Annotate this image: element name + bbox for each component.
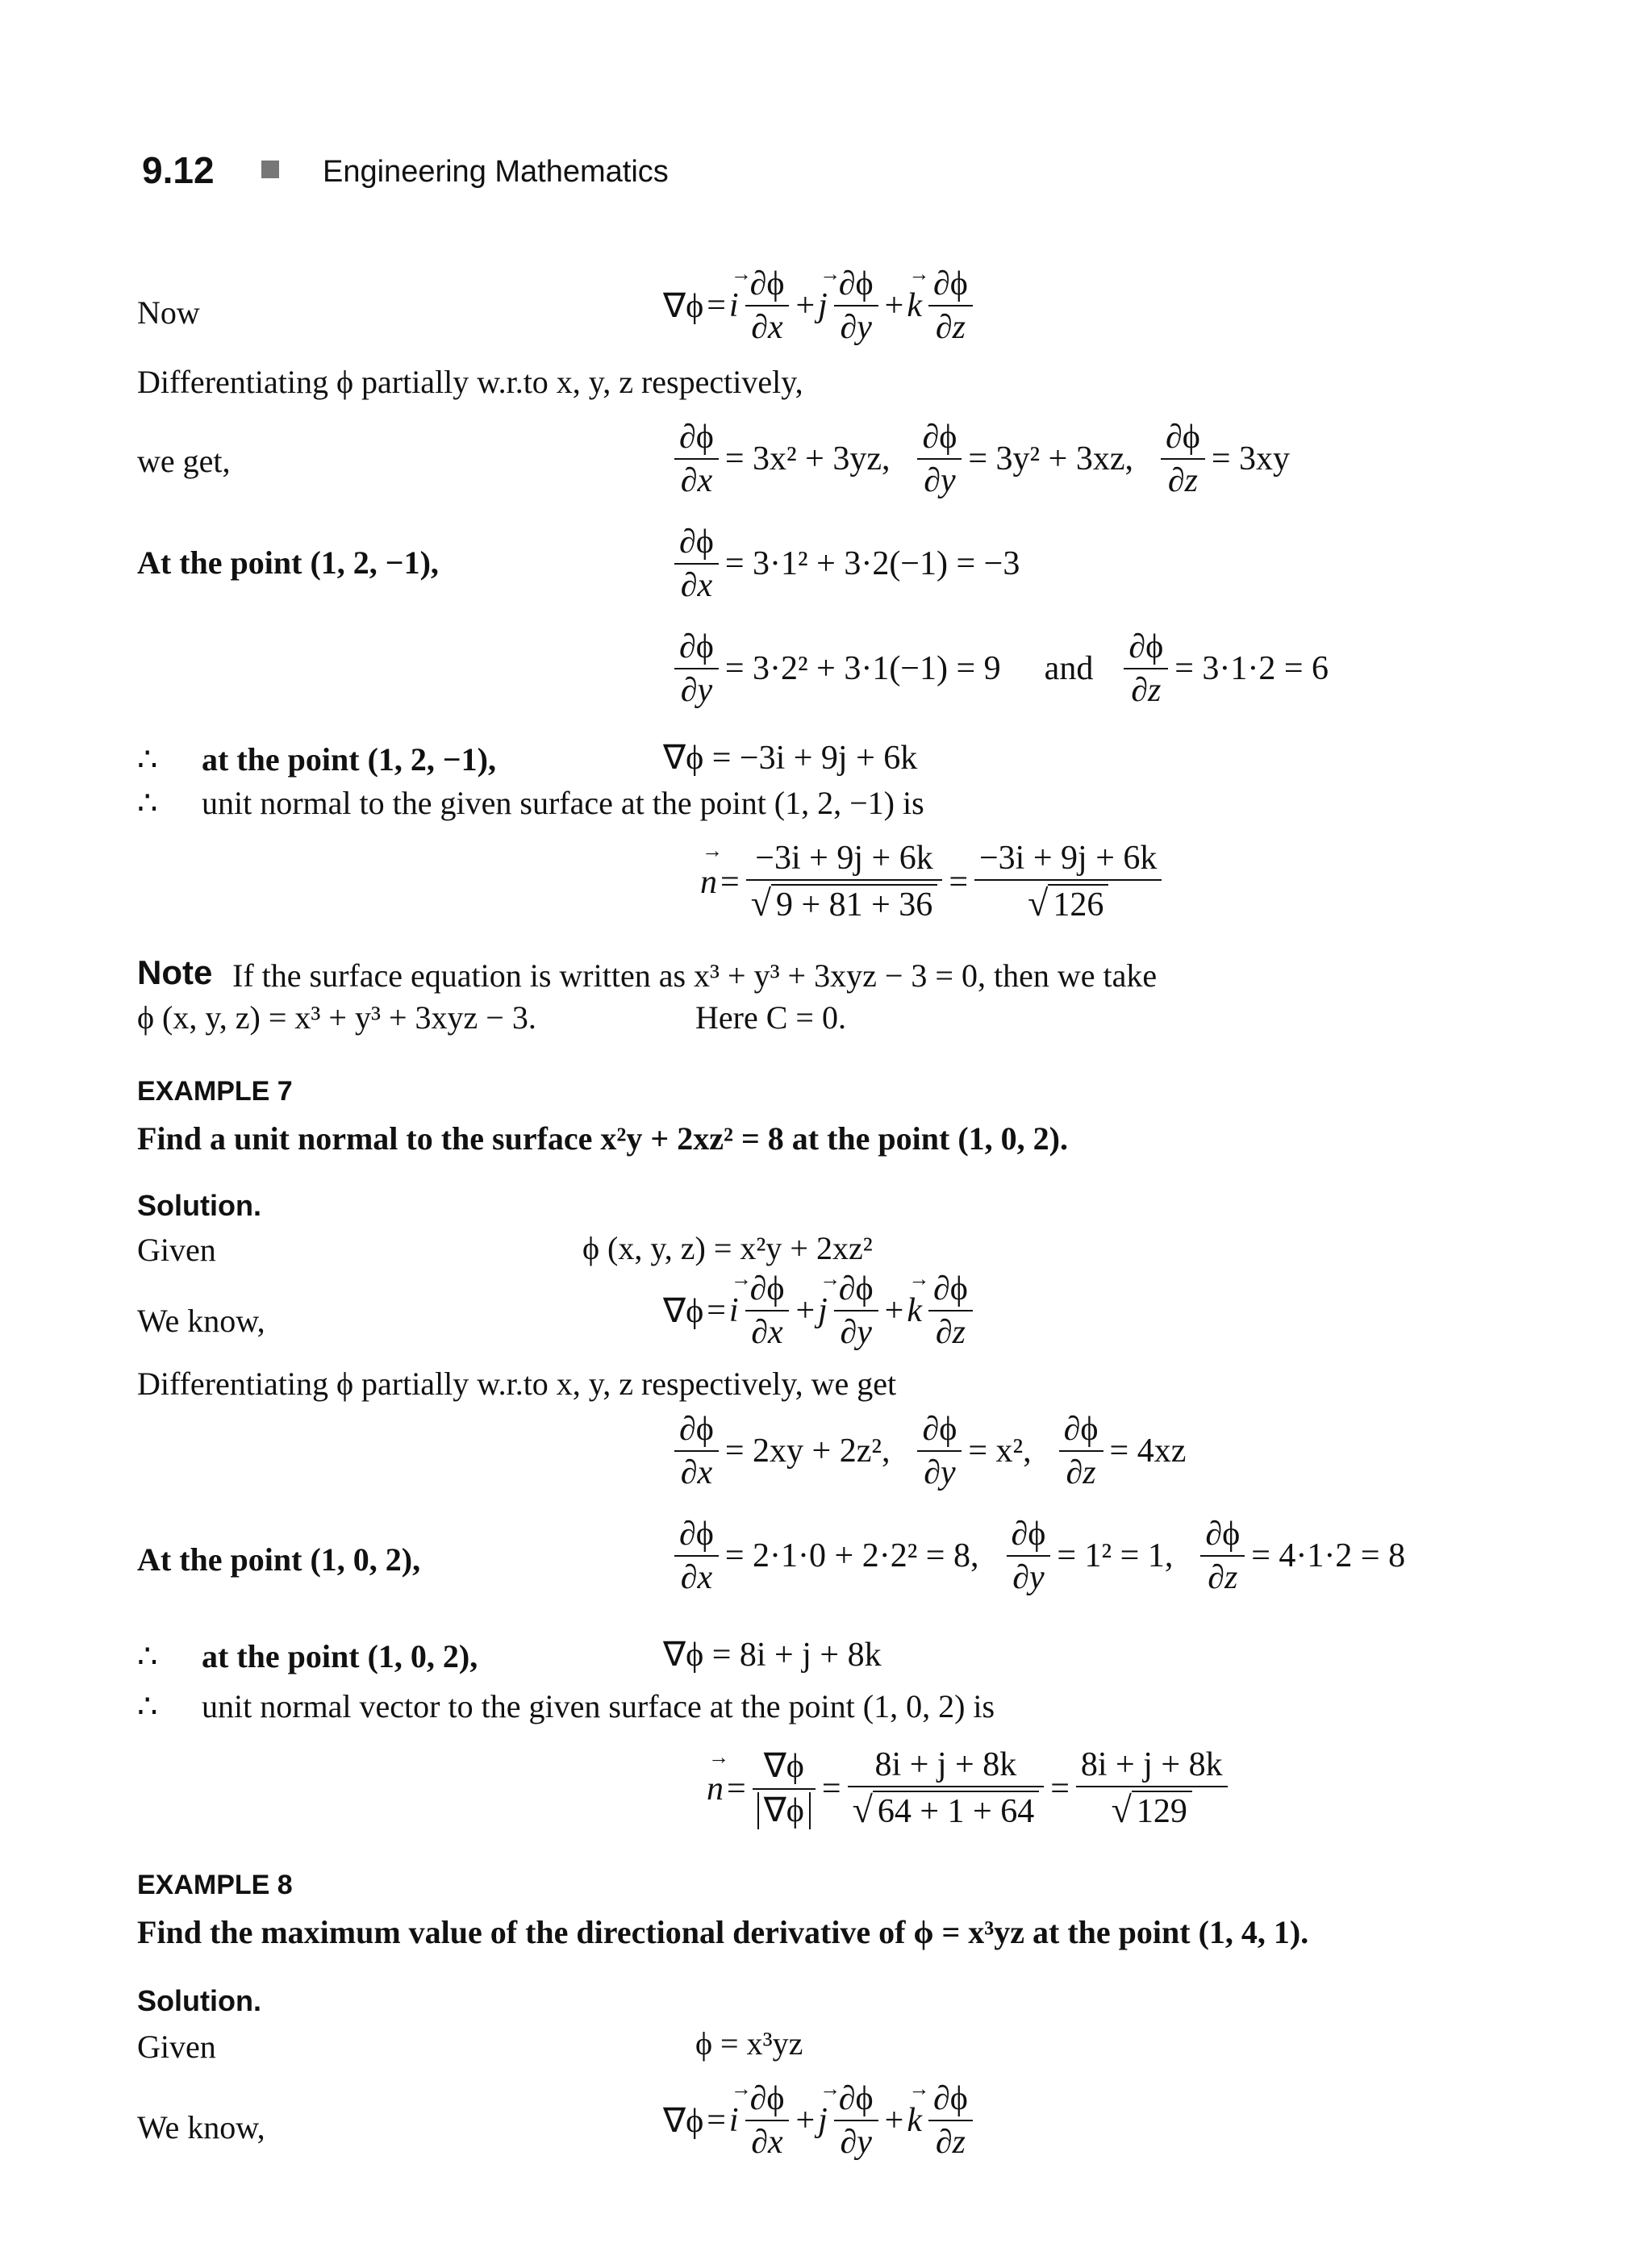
value-z: = 4·1·2 = 8 xyxy=(1251,1537,1406,1575)
therefore-symbol: ∴ xyxy=(137,785,158,821)
numerator: ∂ϕ xyxy=(745,1270,790,1311)
partial-derivatives-row xyxy=(671,418,1290,501)
radicand: 64 + 1 + 64 xyxy=(873,1791,1039,1831)
we-know-label: We know, xyxy=(137,1303,265,1339)
differentiating-line: Differentiating ϕ partially w.r.to x, y, z respectively, xyxy=(137,364,803,400)
numerator: ∂ϕ xyxy=(674,1515,719,1557)
plus-sign: + xyxy=(795,287,816,325)
denominator xyxy=(746,881,943,925)
numerator: ∂ϕ xyxy=(674,418,719,460)
derivative-y-value: = x², xyxy=(968,1432,1032,1470)
gradient-result: ∇ϕ = 8i + j + 8k xyxy=(663,1637,882,1674)
header-square-icon xyxy=(261,161,279,178)
denominator: ∂x xyxy=(680,567,713,605)
numerator: ∂ϕ xyxy=(928,265,973,306)
and-word: and xyxy=(1044,650,1094,688)
denominator: ∂x xyxy=(751,2124,783,2162)
fraction-dphi-dz xyxy=(1124,628,1168,711)
sqrt-icon: √ xyxy=(1028,882,1049,924)
gradient-result: ∇ϕ = −3i + 9j + 6k xyxy=(663,740,918,777)
unit-vector-j: → j xyxy=(818,286,828,325)
denominator: ∂z xyxy=(1208,1559,1238,1597)
at-point-label-2: at the point (1, 2, −1), xyxy=(202,741,496,778)
sqrt-icon: √ xyxy=(1111,1789,1132,1831)
unit-normal-line: unit normal to the given surface at the point (1, 2, −1) is xyxy=(202,785,924,821)
note-label: Note xyxy=(137,953,213,991)
given-equation: ϕ = x³yz xyxy=(695,2025,803,2062)
value-z: = 3·1·2 = 6 xyxy=(1174,650,1329,688)
numerator: ∂ϕ xyxy=(674,523,719,565)
book-title: Engineering Mathematics xyxy=(323,155,669,189)
grad-symbol: ∇ϕ xyxy=(663,1293,704,1331)
note-line-2b: Here C = 0. xyxy=(695,999,846,1036)
unit-normal-result xyxy=(700,839,1165,925)
derivative-z-value: = 3xy xyxy=(1211,440,1291,478)
unit-normal-fraction-1 xyxy=(746,839,943,925)
unit-vector-j: → j xyxy=(818,2101,828,2140)
unit-normal-line: unit normal vector to the given surface at the point (1, 0, 2) is xyxy=(202,1688,995,1724)
numerator: ∂ϕ xyxy=(834,1270,878,1311)
note-line-1: If the surface equation is written as x³ + y³ + 3xyz − 3 = 0, then we take xyxy=(232,957,1158,994)
fraction-dphi-dz xyxy=(928,1270,973,1353)
fraction-dphi-dx xyxy=(674,1410,719,1493)
equals-sign: = xyxy=(949,863,968,901)
derivative-x-value: = 2xy + 2z², xyxy=(724,1432,891,1470)
grad-over-magnitude xyxy=(753,1747,816,1830)
numerator: ∂ϕ xyxy=(917,418,962,460)
denominator: ∂y xyxy=(840,2124,872,2162)
fraction-dphi-dz xyxy=(1161,418,1205,501)
denominator: ∂x xyxy=(751,309,783,347)
page-number: 9.12 xyxy=(142,149,215,191)
denominator xyxy=(753,1790,816,1830)
denominator: ∂y xyxy=(840,309,872,347)
fraction-dphi-dz xyxy=(1200,1515,1245,1598)
denominator: ∂y xyxy=(924,462,956,500)
plus-sign: + xyxy=(884,287,904,325)
fraction-dphi-dy xyxy=(917,418,962,501)
numerator: 8i + j + 8k xyxy=(1076,1745,1228,1787)
we-get-label: we get, xyxy=(137,443,231,479)
denominator: ∂z xyxy=(935,1314,966,1352)
unit-vector-i: → i xyxy=(729,286,739,325)
numerator: ∂ϕ xyxy=(834,265,878,306)
example-7-question: Find a unit normal to the surface x²y + 2xz² = 8 at the point (1, 0, 2). xyxy=(137,1120,1068,1157)
radicand: 126 xyxy=(1048,884,1108,924)
we-know-label: We know, xyxy=(137,2109,265,2145)
now-label: Now xyxy=(137,294,200,331)
gradient-formula xyxy=(663,1270,976,1353)
denominator: ∂z xyxy=(1167,462,1198,500)
numerator: ∂ϕ xyxy=(834,2079,878,2121)
example-8-question: Find the maximum value of the directional derivative of ϕ = x³yz at the point (1, 4, 1). xyxy=(137,1914,1309,1950)
denominator: ∂z xyxy=(935,2124,966,2162)
denominator xyxy=(1076,1787,1228,1832)
unit-normal-fraction-1 xyxy=(848,1745,1045,1832)
derivative-x-value: = 3x² + 3yz, xyxy=(724,440,891,478)
vector-n: → n xyxy=(700,863,717,902)
numerator: −3i + 9j + 6k xyxy=(974,839,1162,881)
grad-symbol: ∇ϕ xyxy=(663,288,704,326)
numerator: ∂ϕ xyxy=(1200,1515,1245,1557)
numerator: ∂ϕ xyxy=(1007,1515,1051,1557)
unit-vector-k: → k xyxy=(907,1291,922,1330)
given-label: Given xyxy=(137,1232,216,1268)
unit-normal-fraction-2 xyxy=(1076,1745,1228,1832)
value-y: = 1² = 1, xyxy=(1057,1537,1174,1575)
denominator: ∂y xyxy=(924,1454,956,1492)
equals-sign: = xyxy=(720,863,740,901)
denominator: ∂y xyxy=(680,672,713,710)
therefore-symbol: ∴ xyxy=(137,741,158,778)
unit-normal-fraction-2 xyxy=(974,839,1162,925)
gradient-formula xyxy=(663,2079,976,2162)
denominator: ∂y xyxy=(840,1314,872,1352)
given-equation: ϕ (x, y, z) = x²y + 2xz² xyxy=(582,1230,873,1266)
solution-label: Solution. xyxy=(137,1189,261,1222)
radicand: 129 xyxy=(1132,1791,1192,1831)
value-x: = 3·1² + 3·2(−1) = −3 xyxy=(724,545,1020,583)
denominator: ∂z xyxy=(1066,1454,1096,1492)
unit-vector-k: → k xyxy=(907,2101,922,2140)
plus-sign: + xyxy=(795,2102,816,2140)
grad-symbol: ∇ϕ xyxy=(663,2103,704,2141)
numerator: ∂ϕ xyxy=(1124,628,1168,669)
fraction-dphi-dz xyxy=(1059,1410,1103,1493)
equals-sign: = xyxy=(707,2102,726,2140)
numerator: ∂ϕ xyxy=(1059,1410,1103,1452)
therefore-symbol: ∴ xyxy=(137,1688,158,1724)
partial-derivatives-row xyxy=(671,1410,1186,1493)
sqrt-icon: √ xyxy=(852,1789,873,1831)
therefore-symbol: ∴ xyxy=(137,1638,158,1674)
unit-vector-k: → k xyxy=(907,286,922,325)
numerator: 8i + j + 8k xyxy=(848,1745,1045,1787)
denominator: ∂x xyxy=(680,1454,713,1492)
numerator: ∂ϕ xyxy=(745,265,790,306)
denominator xyxy=(848,1787,1045,1832)
fraction-dphi-dx xyxy=(674,1515,719,1598)
at-point-label: At the point (1, 0, 2), xyxy=(137,1541,421,1578)
numerator: ∇ϕ xyxy=(753,1747,816,1789)
unit-normal-result xyxy=(707,1745,1231,1832)
magnitude: ∇ϕ xyxy=(757,1792,811,1829)
vector-n: → n xyxy=(707,1770,724,1808)
sqrt-icon: √ xyxy=(750,882,771,924)
equals-sign: = xyxy=(821,1770,841,1808)
denominator xyxy=(974,881,1162,925)
numerator: ∂ϕ xyxy=(674,628,719,669)
note-line-2a: ϕ (x, y, z) = x³ + y³ + 3xyz − 3. xyxy=(137,999,536,1036)
at-point-label-2: at the point (1, 0, 2), xyxy=(202,1638,478,1674)
value-x-row xyxy=(671,523,1020,606)
fraction-dphi-dz xyxy=(928,2079,973,2162)
numerator: ∂ϕ xyxy=(674,1410,719,1452)
numerator: ∂ϕ xyxy=(745,2079,790,2121)
example-7-label: EXAMPLE 7 xyxy=(137,1076,293,1107)
fraction-dphi-dz xyxy=(928,265,973,348)
numerator: ∂ϕ xyxy=(928,1270,973,1311)
unit-vector-i: → i xyxy=(729,1291,739,1330)
equals-sign: = xyxy=(727,1770,746,1808)
point-values-row xyxy=(671,1515,1405,1598)
fraction-dphi-dx xyxy=(674,418,719,501)
numerator: ∂ϕ xyxy=(1161,418,1205,460)
equals-sign: = xyxy=(707,1292,726,1330)
plus-sign: + xyxy=(884,1292,904,1330)
value-y-z-row xyxy=(671,628,1329,711)
unit-vector-j: → j xyxy=(818,1291,828,1330)
denominator: ∂x xyxy=(751,1314,783,1352)
denominator: ∂x xyxy=(680,462,713,500)
denominator: ∂x xyxy=(680,1559,713,1597)
fraction-dphi-dy xyxy=(1007,1515,1051,1598)
fraction-dphi-dy xyxy=(917,1410,962,1493)
fraction-dphi-dx xyxy=(674,523,719,606)
numerator: ∂ϕ xyxy=(917,1410,962,1452)
denominator: ∂z xyxy=(935,309,966,347)
denominator: ∂y xyxy=(1012,1559,1045,1597)
value-x: = 2·1·0 + 2·2² = 8, xyxy=(724,1537,979,1575)
equals-sign: = xyxy=(1050,1770,1070,1808)
derivative-y-value: = 3y² + 3xz, xyxy=(968,440,1133,478)
value-y: = 3·2² + 3·1(−1) = 9 xyxy=(724,650,1001,688)
equals-sign: = xyxy=(707,287,726,325)
plus-sign: + xyxy=(884,2102,904,2140)
numerator: −3i + 9j + 6k xyxy=(746,839,943,881)
plus-sign: + xyxy=(795,1292,816,1330)
differentiating-line: Differentiating ϕ partially w.r.to x, y, z respectively, we get xyxy=(137,1366,897,1402)
fraction-dphi-dy xyxy=(674,628,719,711)
numerator: ∂ϕ xyxy=(928,2079,973,2121)
denominator: ∂z xyxy=(1131,672,1162,710)
derivative-z-value: = 4xz xyxy=(1109,1432,1187,1470)
solution-label: Solution. xyxy=(137,1984,261,2017)
radicand: 9 + 81 + 36 xyxy=(771,884,937,924)
example-8-label: EXAMPLE 8 xyxy=(137,1870,293,1900)
gradient-formula xyxy=(663,265,976,348)
at-point-label: At the point (1, 2, −1), xyxy=(137,544,439,581)
unit-vector-i: → i xyxy=(729,2101,739,2140)
given-label: Given xyxy=(137,2029,216,2065)
